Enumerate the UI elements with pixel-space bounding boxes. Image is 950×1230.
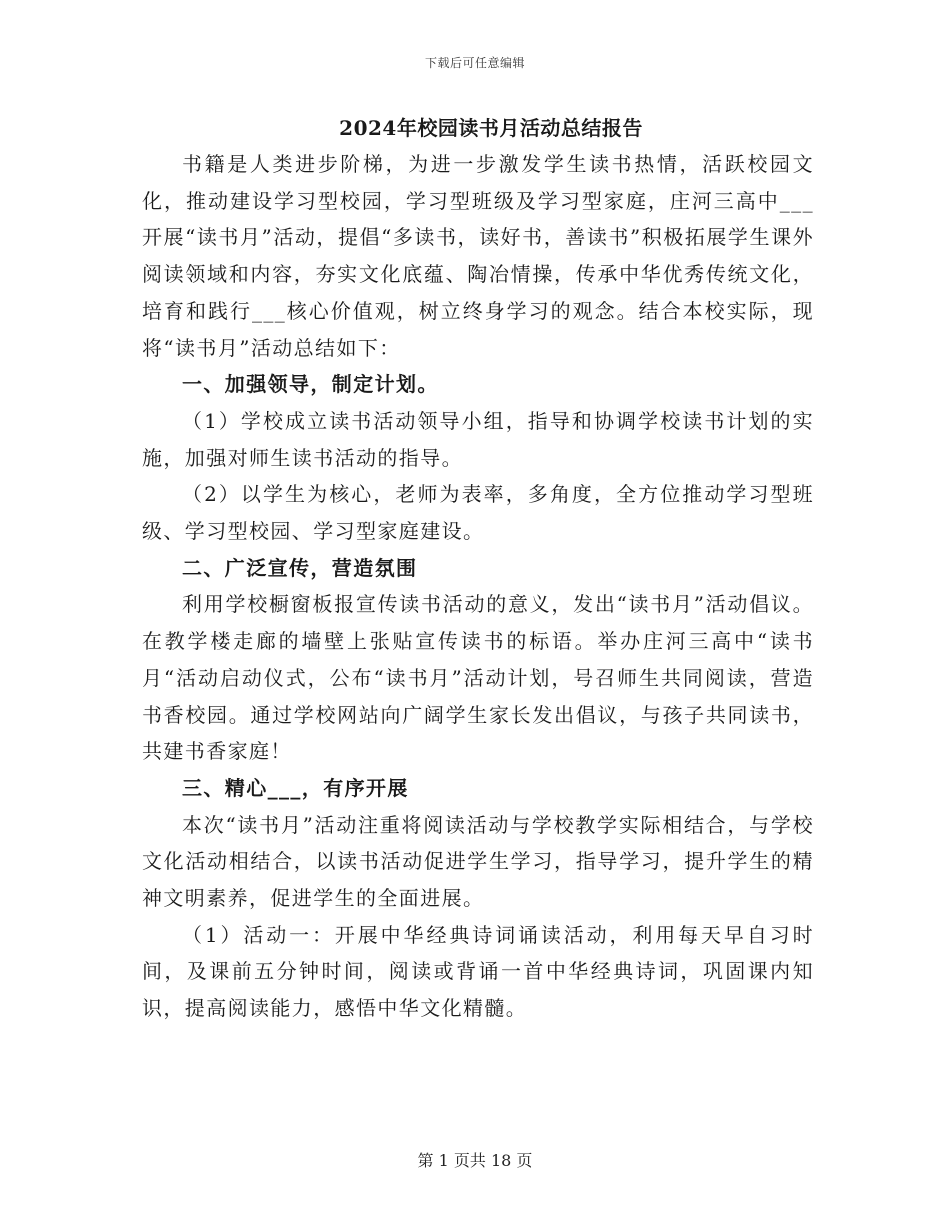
section-1-item-1: （1）学校成立读书活动领导小组，指导和协调学校读书计划的实施，加强对师生读书活动的指导。 <box>142 408 814 470</box>
document-title: 2024年校园读书月活动总结报告 <box>339 116 643 140</box>
intro-paragraph: 书籍是人类进步阶梯，为进一步激发学生读书热情，活跃校园文化，推动建设学习型校园，学习型班级及学习型家庭，庄河三高中___开展“读书月”活动，提倡“多读书，读好书，善读书”积极拓展学生课外阅读领域和内容，夯实文化底蕴、陶冶情操，传承中华优秀传统文化，培育和践行___核心价值观，树立终身学习的观念。结合本校实际，现将“读书月”活动总结如下： <box>142 152 814 360</box>
section-heading-3: 三、精心___，有序开展 <box>182 775 409 800</box>
section-2-paragraph: 利用学校橱窗板报宣传读书活动的意义，发出“读书月”活动倡议。在教学楼走廊的墙壁上张贴宣传读书的标语。举办庄河三高中“读书月“活动启动仪式，公布“读书月”活动计划，号召师生共同阅读，营造书香校园。通过学校网站向广阔学生家长发出倡议，与孩子共同读书，共建书香家庭！ <box>142 592 814 764</box>
section-1-item-2: （2）以学生为核心，老师为表率，多角度，全方位推动学习型班级、学习型校园、学习型家庭建设。 <box>142 482 814 544</box>
section-3-item-1: （1）活动一：开展中华经典诗词诵读活动，利用每天早自习时间，及课前五分钟时间，阅读或背诵一首中华经典诗词，巩固课内知识，提高阅读能力，感悟中华文化精髓。 <box>142 922 814 1021</box>
page-footer: 第 1 页共 18 页 <box>417 1151 533 1170</box>
section-heading-1: 一、加强领导，制定计划。 <box>182 372 439 397</box>
section-heading-2: 二、广泛宣传，营造氛围 <box>182 555 418 580</box>
document-body <box>142 110 814 1027</box>
section-3-paragraph: 本次“读书月”活动注重将阅读活动与学校教学实际相结合，与学校文化活动相结合，以读书活动促进学生学习，指导学习，提升学生的精神文明素养，促进学生的全面进展。 <box>142 812 814 911</box>
page-header-note: 下载后可任意编辑 <box>424 56 525 70</box>
